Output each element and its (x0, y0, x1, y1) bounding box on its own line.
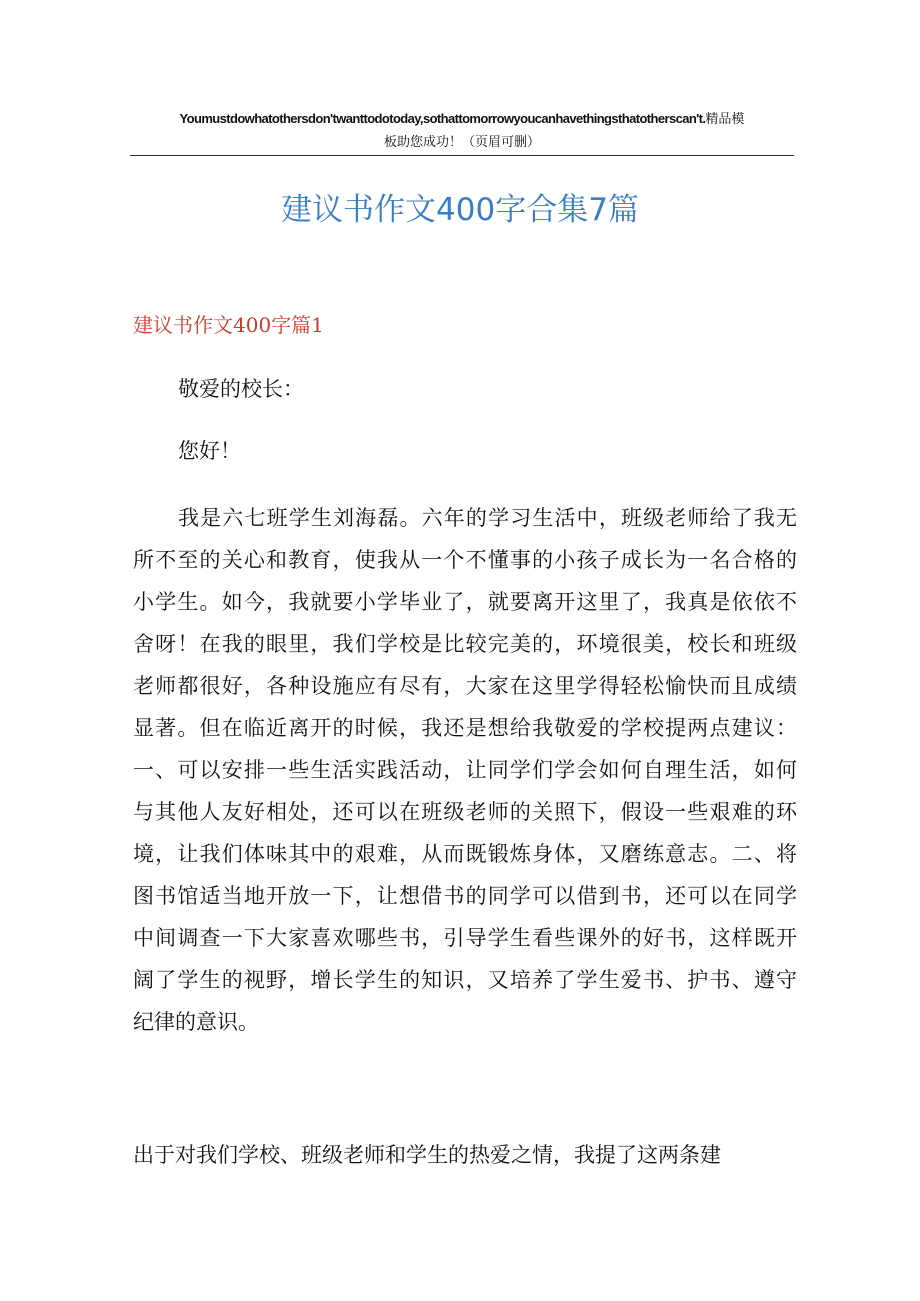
body-paragraph-2: 出于对我们学校、班级老师和学生的热爱之情，我提了这两条建 (133, 1143, 721, 1167)
paragraph-line: 图书馆适当地开放一下，让想借书的同学可以借到书，还可以在同学 (133, 884, 797, 908)
paragraph-line: 所不至的关心和教育，使我从一个不懂事的小孩子成长为一名合格的 (133, 548, 797, 572)
paragraph-line: 阔了学生的视野，增长学生的知识，又培养了学生爱书、护书、遵守 (133, 968, 797, 992)
paragraph-line: 一、可以安排一些生活实践活动，让同学们学会如何自理生活，如何 (133, 758, 797, 782)
letter-salutation: 敬爱的校长： (178, 377, 304, 401)
header-divider (130, 155, 794, 156)
document-title: 建议书作文400字合集7篇 (281, 192, 639, 228)
paragraph-line: 舍呀！在我的眼里，我们学校是比较完美的，环境很美，校长和班级 (133, 632, 797, 656)
body-paragraph-1 (133, 497, 797, 1043)
header-motto-cn: 精品模 (705, 112, 745, 127)
page-header (130, 108, 794, 153)
paragraph-line: 老师都很好，各种设施应有尽有，大家在这里学得轻松愉快而且成绩 (133, 674, 797, 698)
paragraph-line: 境，让我们体味其中的艰难，从而既锻炼身体，又磨练意志。二、将 (133, 842, 797, 866)
paragraph-line: 纪律的意识。 (133, 1010, 259, 1034)
header-motto-en: Youmustdowhatothersdon'twanttodotoday,sothattomorrowyoucanhavethingsthatotherscan't. (179, 111, 706, 126)
paragraph-line: 与其他人友好相处，还可以在班级老师的关照下，假设一些艰难的环 (133, 800, 797, 824)
header-subline: 板助您成功！（页眉可删） (383, 135, 540, 150)
letter-greeting: 您好！ (178, 439, 241, 463)
paragraph-line: 我是六七班学生刘海磊。六年的学习生活中，班级老师给了我无 (178, 506, 797, 530)
section-title: 建议书作文400字篇1 (133, 313, 324, 337)
header-motto (130, 108, 794, 131)
paragraph-line: 小学生。如今，我就要小学毕业了，就要离开这里了，我真是依依不 (133, 590, 797, 614)
paragraph-line: 中间调查一下大家喜欢哪些书，引导学生看些课外的好书，这样既开 (133, 926, 797, 950)
paragraph-line: 显著。但在临近离开的时候，我还是想给我敬爱的学校提两点建议： (133, 716, 797, 740)
